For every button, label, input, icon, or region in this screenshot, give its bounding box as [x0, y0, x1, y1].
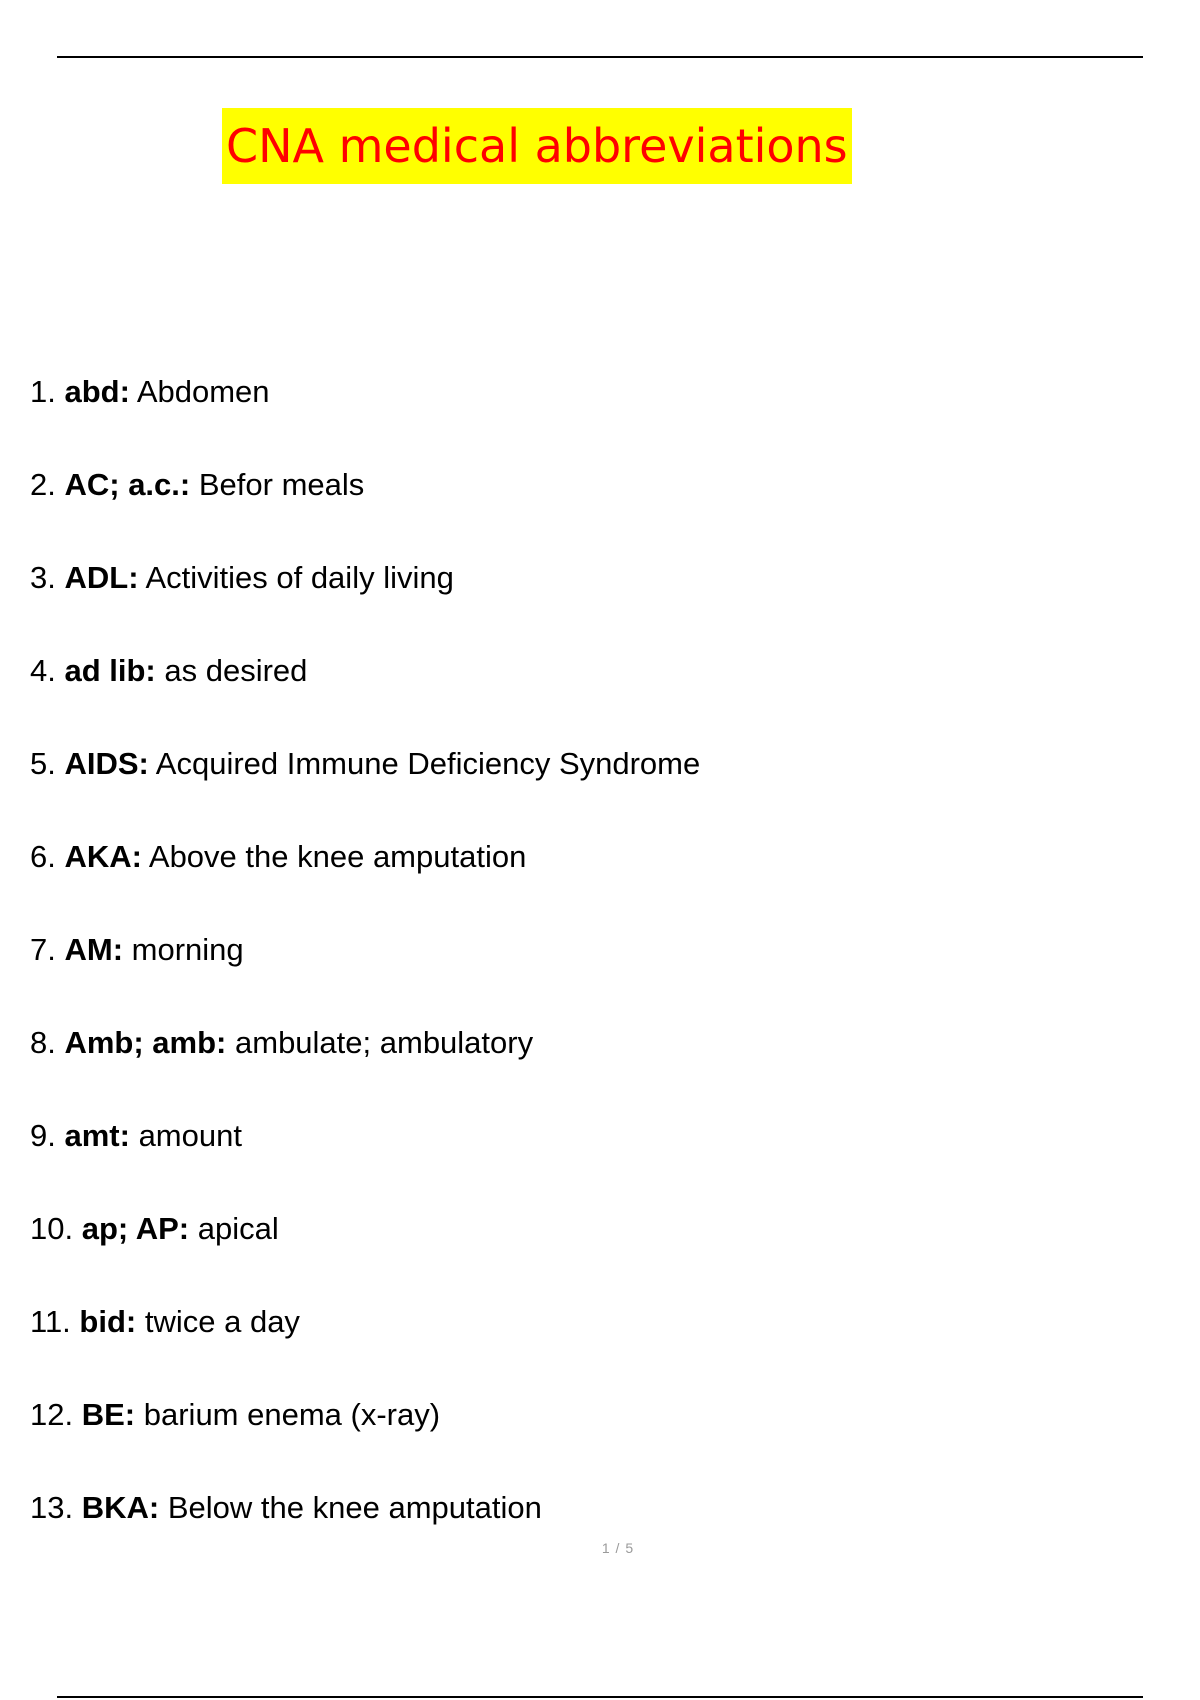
list-item: [30, 364, 700, 457]
abbreviation-term: ap; AP:: [81, 1211, 190, 1246]
abbreviation-definition: Above the knee amputation: [148, 839, 527, 874]
item-number: 9.: [30, 1118, 56, 1153]
abbreviation-definition: Acquired Immune Deficiency Syndrome: [155, 746, 701, 781]
abbreviation-definition: barium enema (x-ray): [143, 1397, 441, 1432]
item-number: 1.: [30, 374, 56, 409]
abbreviation-term: AKA:: [64, 839, 142, 874]
list-item: [30, 1015, 700, 1108]
item-number: 4.: [30, 653, 56, 688]
item-number: 13.: [30, 1490, 74, 1525]
abbreviation-definition: amount: [138, 1118, 242, 1153]
abbreviation-term: AM:: [64, 932, 124, 967]
item-number: 8.: [30, 1025, 56, 1060]
abbreviation-term: ADL:: [64, 560, 139, 595]
list-item: [30, 550, 700, 643]
item-number: 6.: [30, 839, 56, 874]
item-number: 11.: [30, 1304, 71, 1339]
abbreviation-definition: twice a day: [144, 1304, 300, 1339]
abbreviation-term: bid:: [79, 1304, 137, 1339]
abbreviation-term: BE:: [81, 1397, 136, 1432]
abbreviation-definition: Below the knee amputation: [167, 1490, 542, 1525]
abbreviation-definition: as desired: [164, 653, 308, 688]
list-item: [30, 1201, 700, 1294]
abbreviation-list: [30, 364, 700, 1573]
abbreviation-definition: ambulate; ambulatory: [235, 1025, 534, 1060]
list-item: [30, 1387, 700, 1480]
abbreviation-term: Amb; amb:: [64, 1025, 227, 1060]
list-item: [30, 829, 700, 922]
item-number: 7.: [30, 932, 56, 967]
abbreviation-definition: Abdomen: [136, 374, 270, 409]
top-rule: [57, 56, 1143, 58]
item-number: 2.: [30, 467, 56, 502]
list-item: [30, 457, 700, 550]
abbreviation-term: AIDS:: [64, 746, 149, 781]
list-item: [30, 1108, 700, 1201]
abbreviation-term: amt:: [64, 1118, 130, 1153]
list-item: [30, 643, 700, 736]
page-number: 1 / 5: [601, 1540, 635, 1556]
item-number: 5.: [30, 746, 56, 781]
abbreviation-term: abd:: [64, 374, 130, 409]
page-title: CNA medical abbreviations: [222, 108, 852, 184]
abbreviation-definition: apical: [197, 1211, 279, 1246]
abbreviation-definition: Activities of daily living: [145, 560, 454, 595]
item-number: 12.: [30, 1397, 74, 1432]
abbreviation-term: BKA:: [81, 1490, 160, 1525]
item-number: 10.: [30, 1211, 74, 1246]
abbreviation-term: ad lib:: [64, 653, 156, 688]
abbreviation-term: AC; a.c.:: [64, 467, 191, 502]
abbreviation-definition: morning: [131, 932, 244, 967]
list-item: [30, 1480, 700, 1573]
bottom-rule: [57, 1696, 1143, 1698]
abbreviation-definition: Befor meals: [198, 467, 365, 502]
list-item: [30, 1294, 700, 1387]
list-item: [30, 736, 700, 829]
item-number: 3.: [30, 560, 56, 595]
list-item: [30, 922, 700, 1015]
